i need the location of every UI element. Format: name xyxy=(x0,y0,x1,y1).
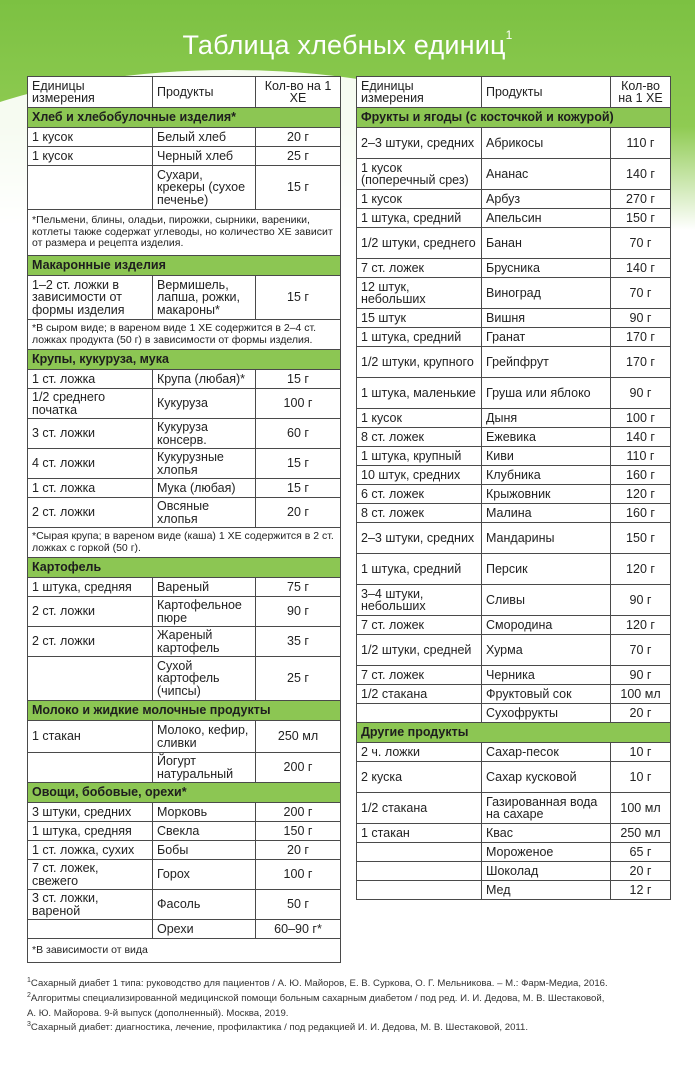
cell-product: Вишня xyxy=(482,309,611,328)
cell-product: Смородина xyxy=(482,616,611,635)
cell-product: Картофельное пюре xyxy=(153,597,256,627)
section-title: Хлеб и хлебобулочные изделия* xyxy=(28,108,341,128)
cell-product: Кукуруза xyxy=(153,389,256,419)
right-table xyxy=(356,76,671,900)
cell-product: Крупа (любая)* xyxy=(153,370,256,389)
table-row xyxy=(357,793,671,824)
cell-product: Малина xyxy=(482,504,611,523)
table-row xyxy=(28,841,341,860)
table-row xyxy=(28,276,341,320)
cell-product: Газированная вода на сахаре xyxy=(482,793,611,824)
table-row xyxy=(357,485,671,504)
section-title: Другие продукты xyxy=(357,723,671,743)
footnote-line xyxy=(27,1019,677,1034)
note-text: *В сыром виде; в вареном виде 1 ХЕ содержится в 2–4 ст. ложках продукта (50 г) в зависимости от формы изделия. xyxy=(28,320,341,350)
cell-qty: 160 г xyxy=(611,466,671,485)
cell-product: Дыня xyxy=(482,409,611,428)
cell-unit: 1 кусок xyxy=(357,190,482,209)
cell-unit: 1–2 ст. ложки в зависимости от формы изделия xyxy=(28,276,153,320)
cell-qty: 20 г xyxy=(256,841,341,860)
cell-qty: 170 г xyxy=(611,347,671,378)
cell-product: Мороженое xyxy=(482,843,611,862)
cell-product: Мандарины xyxy=(482,523,611,554)
table-row xyxy=(28,147,341,166)
cell-qty: 65 г xyxy=(611,843,671,862)
cell-unit: 1/2 штуки, крупного xyxy=(357,347,482,378)
cell-qty: 150 г xyxy=(256,822,341,841)
cell-unit: 1/2 штуки, среднего xyxy=(357,228,482,259)
cell-unit xyxy=(28,657,153,701)
table-row xyxy=(357,447,671,466)
cell-unit xyxy=(28,920,153,939)
table-row xyxy=(28,890,341,920)
table-row xyxy=(357,743,671,762)
section-title: Картофель xyxy=(28,558,341,578)
cell-qty: 150 г xyxy=(611,209,671,228)
table-header-row xyxy=(28,77,341,108)
table-row xyxy=(357,881,671,900)
cell-qty: 15 г xyxy=(256,166,341,210)
cell-product: Мед xyxy=(482,881,611,900)
cell-qty: 90 г xyxy=(256,597,341,627)
section-header xyxy=(28,701,341,721)
cell-product: Хурма xyxy=(482,635,611,666)
table-row xyxy=(357,466,671,485)
section-title: Молоко и жидкие молочные продукты xyxy=(28,701,341,721)
cell-product: Абрикосы xyxy=(482,128,611,159)
cell-unit: 1 штука, средняя xyxy=(28,822,153,841)
section-header xyxy=(357,723,671,743)
cell-unit: 3–4 штуки, небольших xyxy=(357,585,482,616)
cell-unit xyxy=(357,881,482,900)
table-row xyxy=(357,666,671,685)
cell-qty: 20 г xyxy=(256,498,341,528)
cell-qty: 15 г xyxy=(256,449,341,479)
cell-qty: 25 г xyxy=(256,657,341,701)
cell-product: Молоко, кефир, сливки xyxy=(153,721,256,753)
cell-unit: 2–3 штуки, средних xyxy=(357,523,482,554)
footnote-text: Сахарный диабет 1 типа: руководство для пациентов / А. Ю. Майоров, Е. В. Суркова, О. Г. Мельникова. – М.: Фарм-Медиа, 2016. xyxy=(30,978,608,990)
cell-qty: 60 г xyxy=(256,419,341,449)
table-row xyxy=(357,209,671,228)
cell-unit: 4 ст. ложки xyxy=(28,449,153,479)
table-row xyxy=(28,370,341,389)
cell-unit: 1 кусок xyxy=(357,409,482,428)
cell-qty: 160 г xyxy=(611,504,671,523)
table-note xyxy=(28,210,341,256)
cell-qty: 20 г xyxy=(611,862,671,881)
cell-product: Брусника xyxy=(482,259,611,278)
left-table xyxy=(27,76,341,963)
cell-unit: 1 стакан xyxy=(28,721,153,753)
cell-unit xyxy=(28,753,153,783)
cell-product: Черный хлеб xyxy=(153,147,256,166)
cell-qty: 35 г xyxy=(256,627,341,657)
cell-qty: 90 г xyxy=(611,309,671,328)
cell-unit: 1 ст. ложка xyxy=(28,370,153,389)
table-row xyxy=(28,498,341,528)
footnote-line xyxy=(27,990,677,1005)
cell-unit: 1 ст. ложка, сухих xyxy=(28,841,153,860)
cell-qty: 90 г xyxy=(611,585,671,616)
cell-product: Белый хлеб xyxy=(153,128,256,147)
cell-qty: 100 г xyxy=(256,389,341,419)
cell-unit: 6 ст. ложек xyxy=(357,485,482,504)
table-row xyxy=(357,378,671,409)
table-row xyxy=(357,504,671,523)
cell-unit: 10 штук, средних xyxy=(357,466,482,485)
table-row xyxy=(357,347,671,378)
cell-product: Персик xyxy=(482,554,611,585)
cell-unit: 3 ст. ложки xyxy=(28,419,153,449)
table-row xyxy=(357,259,671,278)
cell-unit: 15 штук xyxy=(357,309,482,328)
cell-product: Кукуруза консерв. xyxy=(153,419,256,449)
footnote-marker: 2 xyxy=(27,991,31,999)
cell-unit: 3 ст. ложки, вареной xyxy=(28,890,153,920)
header-qty: Кол-во на 1 ХЕ xyxy=(256,77,341,108)
footnote-marker: 1 xyxy=(27,977,31,984)
cell-qty: 100 г xyxy=(611,409,671,428)
cell-qty: 100 г xyxy=(256,860,341,890)
table-row xyxy=(357,328,671,347)
table-row xyxy=(357,278,671,309)
table-row xyxy=(357,228,671,259)
cell-unit: 1 штука, средняя xyxy=(28,578,153,597)
cell-qty: 50 г xyxy=(256,890,341,920)
cell-product: Груша или яблоко xyxy=(482,378,611,409)
header-unit: Единицы измерения xyxy=(28,77,153,108)
table-row xyxy=(28,449,341,479)
cell-qty: 75 г xyxy=(256,578,341,597)
table-row xyxy=(357,523,671,554)
table-note xyxy=(28,528,341,558)
cell-unit: 1/2 среднего початка xyxy=(28,389,153,419)
cell-unit: 1 кусок xyxy=(28,147,153,166)
table-row xyxy=(357,128,671,159)
cell-qty: 25 г xyxy=(256,147,341,166)
cell-unit xyxy=(357,862,482,881)
cell-qty: 200 г xyxy=(256,753,341,783)
footnotes xyxy=(27,975,677,1034)
cell-unit: 1 штука, крупный xyxy=(357,447,482,466)
cell-unit: 7 ст. ложек, свежего xyxy=(28,860,153,890)
table-row xyxy=(357,409,671,428)
cell-qty: 90 г xyxy=(611,666,671,685)
table-row xyxy=(357,635,671,666)
cell-product: Морковь xyxy=(153,803,256,822)
cell-unit: 1 штука, маленькие xyxy=(357,378,482,409)
cell-unit: 3 штуки, средних xyxy=(28,803,153,822)
cell-qty: 100 мл xyxy=(611,685,671,704)
cell-product: Гранат xyxy=(482,328,611,347)
cell-product: Виноград xyxy=(482,278,611,309)
cell-product: Арбуз xyxy=(482,190,611,209)
footnote-text: А. Ю. Майорова. 9-й выпуск (дополненный). Москва, 2019. xyxy=(27,1007,289,1019)
cell-product: Банан xyxy=(482,228,611,259)
cell-qty: 10 г xyxy=(611,762,671,793)
cell-product: Орехи xyxy=(153,920,256,939)
cell-qty: 140 г xyxy=(611,159,671,190)
table-row xyxy=(28,627,341,657)
cell-qty: 110 г xyxy=(611,447,671,466)
cell-qty: 150 г xyxy=(611,523,671,554)
note-text: *Сырая крупа; в вареном виде (каша) 1 ХЕ содержится в 2 ст. ложках с горкой (50 г). xyxy=(28,528,341,558)
section-title: Макаронные изделия xyxy=(28,256,341,276)
cell-product: Горох xyxy=(153,860,256,890)
table-row xyxy=(357,309,671,328)
cell-qty: 20 г xyxy=(256,128,341,147)
table-row xyxy=(357,862,671,881)
table-row xyxy=(357,554,671,585)
cell-unit: 1/2 стакана xyxy=(357,793,482,824)
cell-product: Сахар кусковой xyxy=(482,762,611,793)
section-header xyxy=(28,256,341,276)
table-row xyxy=(357,762,671,793)
cell-qty: 15 г xyxy=(256,370,341,389)
note-text: *Пельмени, блины, оладьи, пирожки, сырники, вареники, котлеты также содержат углеводы, но количество ХЕ зависит от размера и рецепта изделия. xyxy=(28,210,341,256)
table-row xyxy=(357,616,671,635)
page-title: Таблица хлебных единиц$^1$ xyxy=(182,28,513,60)
cell-product: Овсяные хлопья xyxy=(153,498,256,528)
table-row xyxy=(357,159,671,190)
footnote-text: Сахарный диабет: диагностика, лечение, профилактика / под редакцией И. И. Дедова, М. В. Шестаковой, 2011. xyxy=(30,1022,529,1034)
cell-product: Апельсин xyxy=(482,209,611,228)
table-note xyxy=(28,939,341,963)
table-row xyxy=(28,822,341,841)
cell-product: Фасоль xyxy=(153,890,256,920)
table-row xyxy=(357,190,671,209)
cell-product: Сливы xyxy=(482,585,611,616)
table-row xyxy=(28,803,341,822)
cell-qty: 270 г xyxy=(611,190,671,209)
cell-unit: 1 кусок xyxy=(28,128,153,147)
cell-qty: 200 г xyxy=(256,803,341,822)
cell-qty: 170 г xyxy=(611,328,671,347)
cell-product: Бобы xyxy=(153,841,256,860)
section-title: Фрукты и ягоды (с косточкой и кожурой) xyxy=(357,108,671,128)
cell-product: Крыжовник xyxy=(482,485,611,504)
table-row xyxy=(357,824,671,843)
cell-product: Мука (любая) xyxy=(153,479,256,498)
cell-qty: 12 г xyxy=(611,881,671,900)
cell-qty: 120 г xyxy=(611,554,671,585)
cell-unit: 1 кусок (поперечный срез) xyxy=(357,159,482,190)
cell-unit: 2 куска xyxy=(357,762,482,793)
cell-unit: 2–3 штуки, средних xyxy=(357,128,482,159)
cell-unit: 8 ст. ложек xyxy=(357,428,482,447)
section-header xyxy=(28,558,341,578)
table-row xyxy=(28,389,341,419)
footnote-text: Алгоритмы специализированной медицинской помощи больным сахарным диабетом / под ред. И. И. Дедова, М. В. Шестаковой, xyxy=(30,992,605,1004)
footnote-marker: 3 xyxy=(27,1021,31,1029)
table-row xyxy=(28,597,341,627)
cell-unit: 1/2 штуки, средней xyxy=(357,635,482,666)
cell-unit xyxy=(357,843,482,862)
table-row xyxy=(357,685,671,704)
cell-unit: 8 ст. ложек xyxy=(357,504,482,523)
cell-unit: 7 ст. ложек xyxy=(357,259,482,278)
cell-product: Шоколад xyxy=(482,862,611,881)
header-unit: Единицы измерения xyxy=(357,77,482,108)
note-text: *В зависимости от вида xyxy=(28,939,341,963)
section-title: Крупы, кукуруза, мука xyxy=(28,350,341,370)
cell-unit: 2 ст. ложки xyxy=(28,498,153,528)
table-row xyxy=(357,843,671,862)
cell-qty: 110 г xyxy=(611,128,671,159)
cell-unit: 1 стакан xyxy=(357,824,482,843)
cell-product: Клубника xyxy=(482,466,611,485)
cell-unit: 1 штука, средний xyxy=(357,554,482,585)
cell-qty: 250 мл xyxy=(256,721,341,753)
header-qty: Кол-во на 1 ХЕ xyxy=(611,77,671,108)
table-row xyxy=(28,657,341,701)
cell-product: Йогурт натуральный xyxy=(153,753,256,783)
cell-unit: 7 ст. ложек xyxy=(357,666,482,685)
cell-unit: 2 ст. ложки xyxy=(28,627,153,657)
cell-product: Фруктовый сок xyxy=(482,685,611,704)
table-note xyxy=(28,320,341,350)
table-row xyxy=(357,585,671,616)
table-row xyxy=(28,920,341,939)
table-row xyxy=(28,753,341,783)
cell-qty: 120 г xyxy=(611,485,671,504)
cell-product: Грейпфрут xyxy=(482,347,611,378)
cell-unit: 1/2 стакана xyxy=(357,685,482,704)
cell-unit: 2 ст. ложки xyxy=(28,597,153,627)
cell-unit: 2 ч. ложки xyxy=(357,743,482,762)
cell-unit: 12 штук, небольших xyxy=(357,278,482,309)
cell-product: Сухари, крекеры (сухое печенье) xyxy=(153,166,256,210)
cell-qty: 60–90 г* xyxy=(256,920,341,939)
table-row xyxy=(28,578,341,597)
section-header xyxy=(28,350,341,370)
section-header xyxy=(28,108,341,128)
header-product: Продукты xyxy=(482,77,611,108)
cell-qty: 120 г xyxy=(611,616,671,635)
table-header-row xyxy=(357,77,671,108)
table-row xyxy=(357,704,671,723)
cell-qty: 250 мл xyxy=(611,824,671,843)
section-title: Овощи, бобовые, орехи* xyxy=(28,783,341,803)
cell-product: Сухофрукты xyxy=(482,704,611,723)
cell-qty: 70 г xyxy=(611,228,671,259)
cell-unit xyxy=(357,704,482,723)
footnote-line xyxy=(27,1005,677,1020)
cell-qty: 140 г xyxy=(611,428,671,447)
cell-product: Кукурузные хлопья xyxy=(153,449,256,479)
cell-qty: 140 г xyxy=(611,259,671,278)
cell-product: Черника xyxy=(482,666,611,685)
cell-unit: 1 ст. ложка xyxy=(28,479,153,498)
section-header xyxy=(28,783,341,803)
table-row xyxy=(28,419,341,449)
cell-qty: 10 г xyxy=(611,743,671,762)
cell-unit: 7 ст. ложек xyxy=(357,616,482,635)
cell-unit: 1 штука, средний xyxy=(357,328,482,347)
cell-qty: 90 г xyxy=(611,378,671,409)
cell-product: Ананас xyxy=(482,159,611,190)
cell-product: Ежевика xyxy=(482,428,611,447)
table-row xyxy=(357,428,671,447)
cell-unit xyxy=(28,166,153,210)
cell-product: Вареный xyxy=(153,578,256,597)
cell-qty: 100 мл xyxy=(611,793,671,824)
cell-product: Свекла xyxy=(153,822,256,841)
header-product: Продукты xyxy=(153,77,256,108)
cell-product: Квас xyxy=(482,824,611,843)
cell-qty: 15 г xyxy=(256,479,341,498)
table-row xyxy=(28,479,341,498)
cell-unit: 1 штука, средний xyxy=(357,209,482,228)
cell-qty: 20 г xyxy=(611,704,671,723)
footnote-line xyxy=(27,975,677,990)
cell-product: Жареный картофель xyxy=(153,627,256,657)
table-row xyxy=(28,721,341,753)
cell-product: Сахар-песок xyxy=(482,743,611,762)
cell-qty: 70 г xyxy=(611,278,671,309)
cell-qty: 15 г xyxy=(256,276,341,320)
table-row xyxy=(28,860,341,890)
section-header xyxy=(357,108,671,128)
cell-qty: 70 г xyxy=(611,635,671,666)
cell-product: Киви xyxy=(482,447,611,466)
table-row xyxy=(28,128,341,147)
cell-product: Сухой картофель (чипсы) xyxy=(153,657,256,701)
cell-product: Вермишель, лапша, рожки, макароны* xyxy=(153,276,256,320)
table-row xyxy=(28,166,341,210)
